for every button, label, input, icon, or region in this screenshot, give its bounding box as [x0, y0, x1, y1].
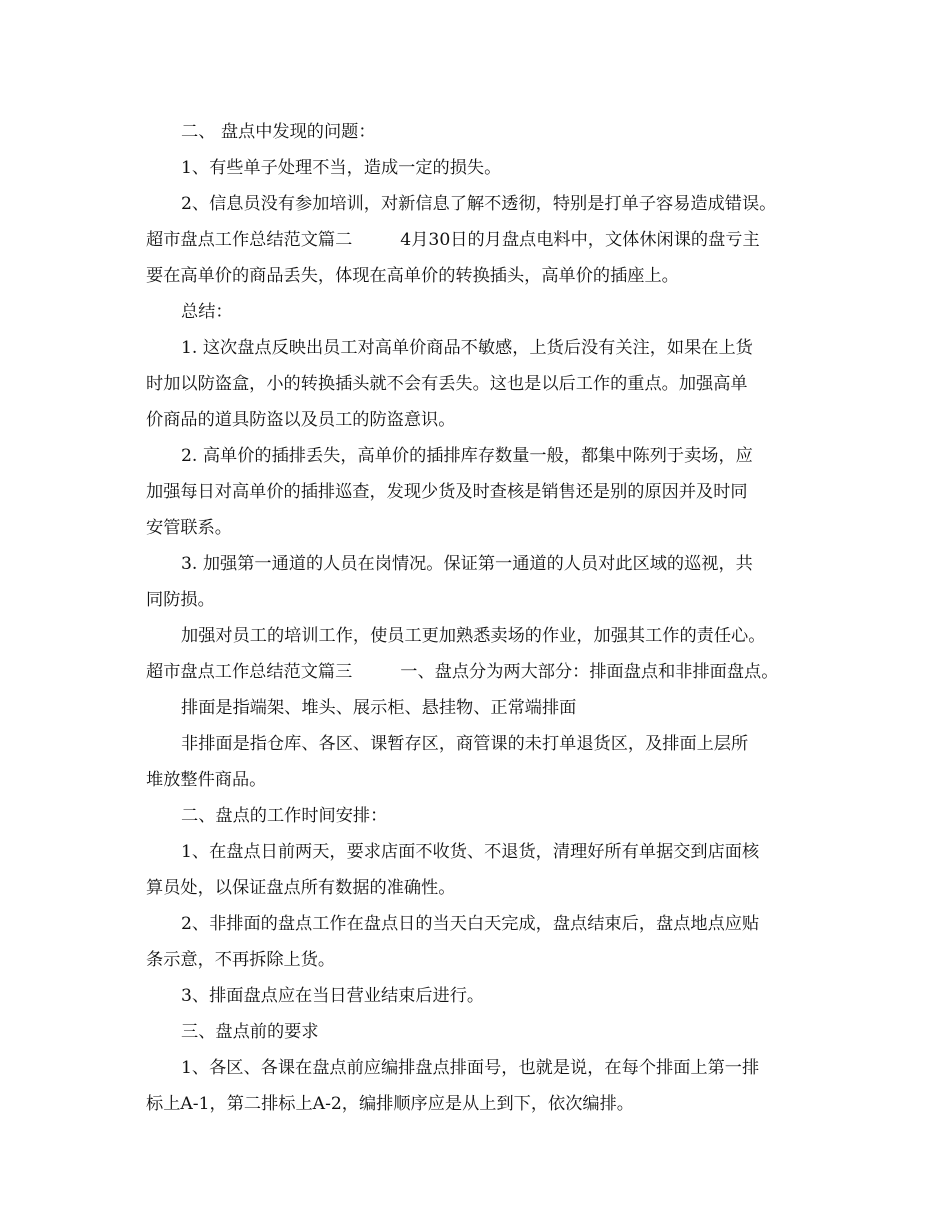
paragraph-line: 标上A-1，第二排标上A-2，编排顺序应是从上到下，依次编排。	[146, 1094, 634, 1114]
paragraph-line: 非排面是指仓库、各区、课暂存区，商管课的未打单退货区，及排面上层所	[181, 734, 749, 754]
paragraph-line: 2. 高单价的插排丢失，高单价的插排库存数量一般，都集中陈列于卖场，应	[181, 446, 753, 466]
paragraph-line: 3. 加强第一通道的人员在岗情况。保证第一通道的人员对此区域的巡视，共	[181, 554, 753, 574]
paragraph-line: 2、非排面的盘点工作在盘点日的当天白天完成，盘点结束后，盘点地点应贴	[181, 914, 760, 934]
paragraph-line: 加强每日对高单价的插排巡查，发现少货及时查核是销售还是别的原因并及时同	[146, 482, 748, 502]
paragraph-line: 时加以防盗盒，小的转换插头就不会有丢失。这也是以后工作的重点。加强高单	[146, 374, 748, 394]
article-heading-2: 超市盘点工作总结范文篇二 4月30日的月盘点电料中，文体休闲课的盘亏主	[146, 230, 760, 250]
paragraph-line: 1、各区、各课在盘点前应编排盘点排面号，也就是说，在每个排面上第一排	[181, 1058, 760, 1078]
paragraph-line: 3、排面盘点应在当日营业结束后进行。	[181, 986, 485, 1006]
paragraph-line: 安管联系。	[146, 518, 232, 538]
section-heading-requirements: 三、盘点前的要求	[181, 1022, 319, 1042]
paragraph-line: 堆放整件商品。	[146, 770, 267, 790]
article-heading-3: 超市盘点工作总结范文篇三 一、盘点分为两大部分：排面盘点和非排面盘点。	[146, 662, 779, 682]
paragraph-line: 算员处，以保证盘点所有数据的准确性。	[146, 878, 456, 898]
paragraph-line: 排面是指端架、堆头、展示柜、悬挂物、正常端排面	[181, 698, 577, 718]
paragraph-line: 条示意，不再拆除上货。	[146, 950, 336, 970]
paragraph-line: 1. 这次盘点反映出员工对高单价商品不敏感，上货后没有关注，如果在上货	[181, 338, 753, 358]
section-heading-problems: 二、 盘点中发现的问题：	[181, 122, 376, 142]
section-heading-schedule: 二、盘点的工作时间安排：	[181, 806, 388, 826]
paragraph-line: 加强对员工的培训工作，使员工更加熟悉卖场的作业，加强其工作的责任心。	[181, 626, 766, 646]
paragraph-line: 要在高单价的商品丢失，体现在高单价的转换插头，高单价的插座上。	[146, 266, 679, 286]
paragraph-line: 1、有些单子处理不当，造成一定的损失。	[181, 158, 502, 178]
paragraph-line: 1、在盘点日前两天，要求店面不收货、不退货，清理好所有单据交到店面核	[181, 842, 760, 862]
paragraph-line: 价商品的道具防盗以及员工的防盗意识。	[146, 410, 456, 430]
paragraph-line: 2、信息员没有参加培训，对新信息了解不透彻，特别是打单子容易造成错误。	[181, 194, 777, 214]
paragraph-line: 同防损。	[146, 590, 215, 610]
summary-heading: 总结：	[181, 302, 233, 322]
